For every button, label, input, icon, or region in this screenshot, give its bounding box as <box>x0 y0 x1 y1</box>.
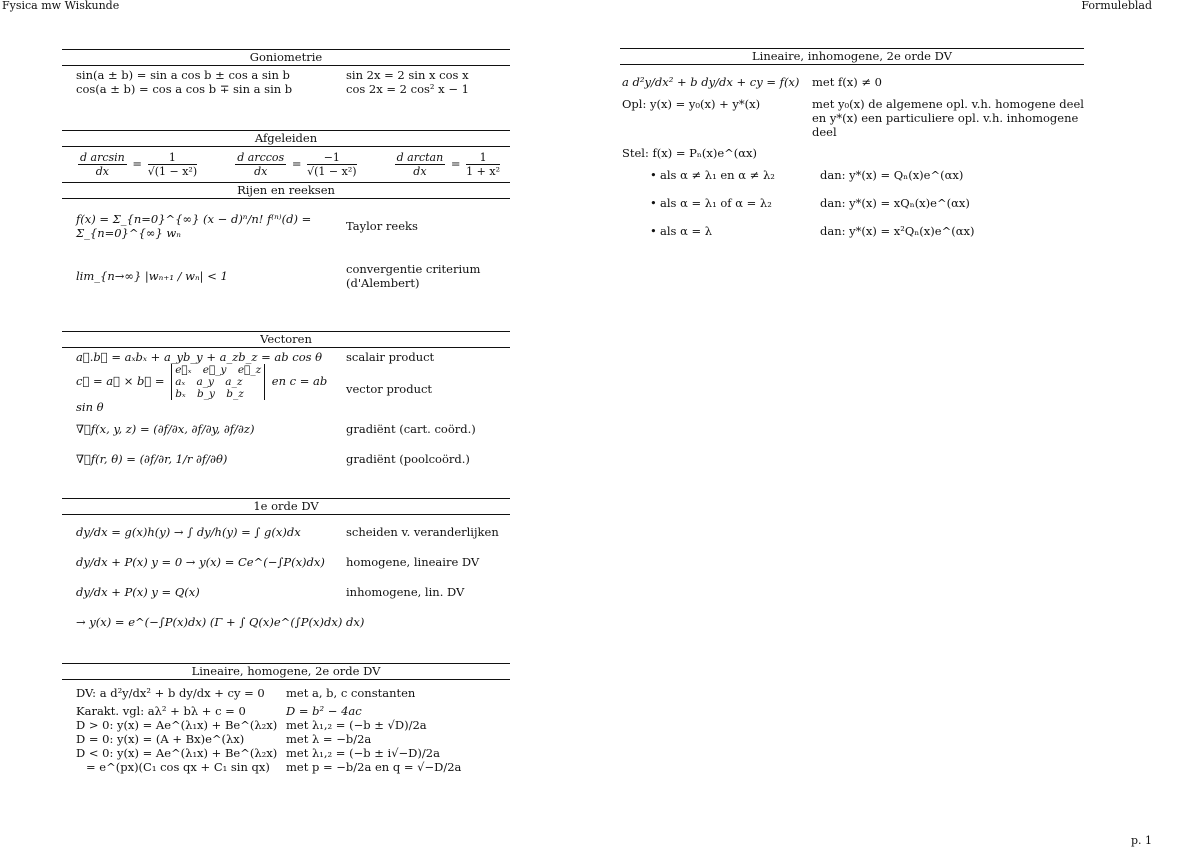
header-title: Formuleblad <box>1081 0 1152 12</box>
derivatives-row <box>62 149 510 178</box>
numerator: 1 <box>148 151 197 165</box>
section-title: Afgeleiden <box>62 130 510 147</box>
bullet-icon: • <box>650 168 657 182</box>
formula-note: met a, b, c constanten <box>286 686 416 700</box>
formula-note: met p = −b/2a en q = √−D/2a <box>286 760 462 774</box>
formula-note: cos 2x = 2 cos² x − 1 <box>346 82 469 96</box>
bullet-condition: als α ≠ λ₁ en α ≠ λ₂ <box>660 168 775 182</box>
formula-row <box>62 364 510 414</box>
bullet-solution: dan: y*(x) = x²Qₙ(x)e^(αx) <box>820 224 975 238</box>
formula-row <box>62 444 510 474</box>
formula-row <box>62 547 510 577</box>
denominator: dx <box>254 165 268 178</box>
section-title: Goniometrie <box>62 49 510 66</box>
formula: f(x) = Σ_{n=0}^{∞} (x − d)ⁿ/n! f⁽ⁿ⁾(d) = Σ_{n=0}^{∞} wₙ <box>76 212 312 240</box>
header-subject: Fysica mw Wiskunde <box>2 0 120 12</box>
section-title: 1e orde DV <box>62 498 510 515</box>
section-inhomogene-dv <box>620 48 1084 245</box>
section-title: Lineaire, homogene, 2e orde DV <box>62 663 510 680</box>
formula-row <box>620 97 1084 139</box>
formula: dy/dx + P(x) y = Q(x) <box>76 585 200 599</box>
bullet-condition: als α = λ <box>660 224 713 238</box>
formula-note: met y₀(x) de algemene opl. v.h. homogene deel en y*(x) een particuliere opl. v.h. inhomogene deel <box>812 97 1084 139</box>
formula-row <box>62 350 510 364</box>
matrix-row: aₓ a_y a_z <box>175 376 243 388</box>
denominator: √(1 − x²) <box>307 165 357 178</box>
formula-row <box>620 145 1084 161</box>
formula-row <box>62 607 510 637</box>
formula-row <box>62 704 510 718</box>
formula-note: met λ = −b/2a <box>286 732 372 746</box>
formula: a⃗.b⃗ = aₓbₓ + a_yb_y + a_zb_z = ab cos θ <box>76 350 323 364</box>
formula-note: D = b² − 4ac <box>286 704 362 718</box>
formula-row <box>62 577 510 607</box>
formula-note: convergentie criterium (d'Alembert) <box>346 262 481 290</box>
section-title: Rijen en reeksen <box>62 182 510 199</box>
denominator: 1 + x² <box>466 165 500 178</box>
formula-note: Taylor reeks <box>346 219 418 233</box>
formula: dy/dx = g(x)h(y) → ∫ dy/h(y) = ∫ g(x)dx <box>76 525 301 539</box>
formula-row <box>62 68 510 82</box>
formula: lim_{n→∞} |wₙ₊₁ / wₙ| < 1 <box>76 269 228 283</box>
formula: a d²y/dx² + b dy/dx + cy = f(x) <box>622 75 800 89</box>
bullet-icon: • <box>650 196 657 210</box>
derivative-arcsin: $\frac{\text{d arcsin}}{dx}$ = $\frac{1}{\text{√(1 − x²)}}$ <box>80 151 198 178</box>
formula-row <box>62 718 510 732</box>
formula: D < 0: y(x) = Ae^(λ₁x) + Be^(λ₂x) <box>76 746 278 760</box>
formula: = e^(px)(C₁ cos qx + C₁ sin qx) <box>86 760 270 774</box>
section-vectoren <box>62 331 510 474</box>
determinant-matrix <box>171 364 265 400</box>
denominator: √(1 − x²) <box>147 165 198 178</box>
bullet-solution: dan: y*(x) = xQₙ(x)e^(αx) <box>820 196 970 210</box>
bullet-item <box>620 217 1084 245</box>
formula: D = 0: y(x) = (A + Bx)e^(λx) <box>76 732 245 746</box>
formula: Karakt. vgl: aλ² + bλ + c = 0 <box>76 704 246 718</box>
numerator: 1 <box>466 151 500 165</box>
formula-row <box>62 732 510 746</box>
formula-note: gradiënt (poolcoörd.) <box>346 452 470 466</box>
numerator: d arcsin <box>80 151 125 164</box>
formula-row <box>62 201 510 251</box>
formula-note: vector product <box>346 382 433 396</box>
section-eerste-orde-dv <box>62 498 510 637</box>
formula-note: met λ₁,₂ = (−b ± √D)/2a <box>286 718 427 732</box>
formula-note: inhomogene, lin. DV <box>346 585 465 599</box>
right-column <box>620 48 1084 279</box>
formula-row <box>62 82 510 96</box>
bullet-item <box>620 189 1084 217</box>
formula: Stel: f(x) = Pₙ(x)e^(αx) <box>622 146 758 160</box>
formula-note: met λ₁,₂ = (−b ± i√−D)/2a <box>286 746 440 760</box>
left-column <box>62 49 510 808</box>
formula: dy/dx + P(x) y = 0 → y(x) = Ce^(−∫P(x)dx) <box>76 555 325 569</box>
section-goniometrie <box>62 49 510 96</box>
numerator: d arctan <box>396 151 444 164</box>
formula: D > 0: y(x) = Ae^(λ₁x) + Be^(λ₂x) <box>76 718 278 732</box>
formula-row <box>62 682 510 704</box>
numerator: −1 <box>307 151 356 165</box>
formula-note: sin 2x = 2 sin x cos x <box>346 68 469 82</box>
formula: ∇⃗f(r, θ) = (∂f/∂r, 1/r ∂f/∂θ) <box>76 452 228 466</box>
formula-row <box>62 414 510 444</box>
formula-note: homogene, lineaire DV <box>346 555 480 569</box>
formula-row <box>62 746 510 760</box>
section-title: Lineaire, inhomogene, 2e orde DV <box>620 48 1084 65</box>
formula-cross-product <box>76 364 346 414</box>
bullet-condition: als α = λ₁ of α = λ₂ <box>660 196 772 210</box>
formula-note: met f(x) ≠ 0 <box>812 75 882 89</box>
formula-note: scalair product <box>346 350 435 364</box>
bullet-solution: dan: y*(x) = Qₙ(x)e^(αx) <box>820 168 964 182</box>
derivative-arccos: $\frac{\text{d arccos}}{dx}$ = $\frac{-1}{\text{√(1 − x²)}}$ <box>237 151 357 178</box>
formula-note: scheiden v. veranderlijken <box>346 525 499 539</box>
denominator: dx <box>95 165 109 178</box>
bullet-icon: • <box>650 224 657 238</box>
derivative-arctan: $\frac{\text{d arctan}}{dx}$ = $\frac{1}{\text{1 + x²}}$ <box>396 151 500 178</box>
section-title: Vectoren <box>62 331 510 348</box>
section-rijen-reeksen <box>62 182 510 301</box>
formula: c⃗ = a⃗ × b⃗ = <box>76 374 165 388</box>
formula: cos(a ± b) = cos a cos b ∓ sin a sin b <box>76 82 293 96</box>
matrix-row: e⃗ₓ e⃗_y e⃗_z <box>175 364 262 376</box>
denominator: dx <box>413 165 427 178</box>
formula-note: gradiënt (cart. coörd.) <box>346 422 476 436</box>
section-afgeleiden <box>62 130 510 178</box>
section-homogene-dv <box>62 663 510 774</box>
matrix-row: bₓ b_y b_z <box>175 388 244 400</box>
formula-row <box>62 251 510 301</box>
formula-row <box>62 760 510 774</box>
formula: sin(a ± b) = sin a cos b ± cos a sin b <box>76 68 290 82</box>
formula: → y(x) = e^(−∫P(x)dx) (Γ + ∫ Q(x)e^(∫P(x)dx) dx) <box>76 615 365 629</box>
formula-tail: en c = ab sin θ <box>76 374 328 414</box>
formula: Opl: y(x) = y₀(x) + y*(x) <box>622 97 761 111</box>
formula-row <box>620 67 1084 97</box>
page-number: p. 1 <box>1130 834 1152 847</box>
numerator: d arccos <box>237 151 285 164</box>
formula-row <box>62 517 510 547</box>
bullet-item <box>620 161 1084 189</box>
formula: DV: a d²y/dx² + b dy/dx + cy = 0 <box>76 686 265 700</box>
formula: ∇⃗f(x, y, z) = (∂f/∂x, ∂f/∂y, ∂f/∂z) <box>76 422 255 436</box>
